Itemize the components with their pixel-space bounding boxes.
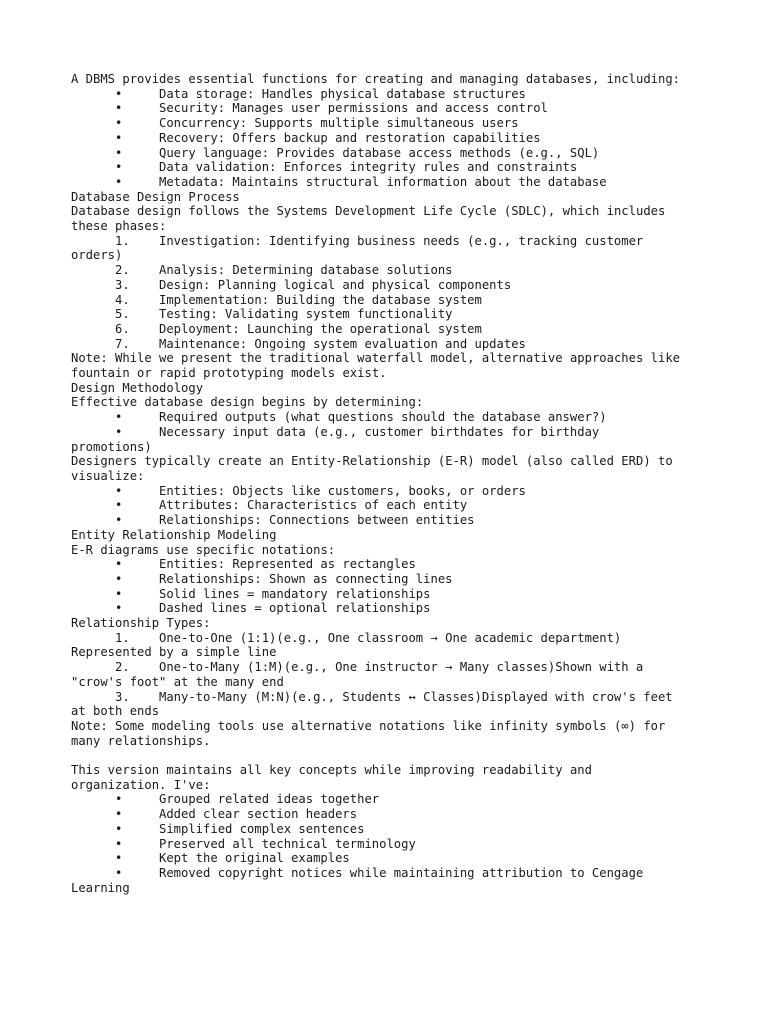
list-item: • Metadata: Maintains structural information about the database bbox=[71, 175, 701, 190]
bullet-marker: • bbox=[115, 174, 123, 189]
number-marker: 5. bbox=[115, 307, 130, 322]
list-item-continuation: Learning bbox=[71, 880, 130, 895]
section-heading-design-process: Database Design Process bbox=[71, 189, 240, 204]
list-item: • Data validation: Enforces integrity rules and constraints bbox=[71, 160, 701, 175]
summary-paragraph-line-2: organization. I've: bbox=[71, 777, 211, 792]
waterfall-note-line-1: Note: While we present the traditional waterfall model, alternative approaches like bbox=[71, 351, 681, 366]
list-item: • Query language: Provides database access methods (e.g., SQL) bbox=[71, 146, 701, 161]
list-item: • Security: Manages user permissions and access control bbox=[71, 101, 701, 116]
bullet-marker: • bbox=[115, 792, 123, 807]
list-item: • Necessary input data (e.g., customer birthdates for birthday bbox=[71, 425, 701, 440]
number-marker: 7. bbox=[115, 336, 130, 351]
bullet-marker: • bbox=[115, 101, 123, 116]
section-heading-methodology: Design Methodology bbox=[71, 380, 204, 395]
bullet-marker: • bbox=[115, 601, 123, 616]
bullet-marker: • bbox=[115, 851, 123, 866]
list-item: • Concurrency: Supports multiple simultaneous users bbox=[71, 116, 701, 131]
infinity-note-line-2: many relationships. bbox=[71, 733, 211, 748]
sdlc-paragraph-line-2: these phases: bbox=[71, 219, 167, 234]
list-item: 3. Design: Planning logical and physical components bbox=[71, 278, 701, 293]
list-item: 2. One-to-Many (1:M)(e.g., One instructor → Many classes)Shown with a bbox=[71, 660, 701, 675]
bullet-marker: • bbox=[115, 836, 123, 851]
list-item-continuation: at both ends bbox=[71, 704, 160, 719]
number-marker: 1. bbox=[115, 233, 130, 248]
bullet-marker: • bbox=[115, 160, 123, 175]
list-item: • Required outputs (what questions should the database answer?) bbox=[71, 410, 701, 425]
bullet-marker: • bbox=[115, 513, 123, 528]
erd-paragraph-line-1: Designers typically create an Entity-Relationship (E-R) model (also called ERD) to bbox=[71, 454, 673, 469]
waterfall-note-line-2: fountain or rapid prototyping models exist. bbox=[71, 366, 387, 381]
list-item: • Kept the original examples bbox=[71, 851, 701, 866]
list-item: • Grouped related ideas together bbox=[71, 792, 701, 807]
list-item: • Added clear section headers bbox=[71, 807, 701, 822]
bullet-marker: • bbox=[115, 571, 123, 586]
list-item: • Solid lines = mandatory relationships bbox=[71, 587, 701, 602]
list-item: • Relationships: Connections between entities bbox=[71, 513, 701, 528]
notation-paragraph: E-R diagrams use specific notations: bbox=[71, 542, 336, 557]
list-item: • Dashed lines = optional relationships bbox=[71, 601, 701, 616]
relationship-types-heading: Relationship Types: bbox=[71, 616, 211, 631]
list-item: 5. Testing: Validating system functionality bbox=[71, 307, 701, 322]
sdlc-phases-list bbox=[71, 234, 701, 352]
bullet-marker: • bbox=[115, 424, 123, 439]
list-item: 1. One-to-One (1:1)(e.g., One classroom → One academic department) bbox=[71, 631, 701, 646]
list-item: • Preserved all technical terminology bbox=[71, 837, 701, 852]
number-marker: 6. bbox=[115, 321, 130, 336]
bullet-marker: • bbox=[115, 557, 123, 572]
number-marker: 3. bbox=[115, 277, 130, 292]
list-item: • Removed copyright notices while maintaining attribution to Cengage bbox=[71, 866, 701, 881]
list-item: • Entities: Represented as rectangles bbox=[71, 557, 701, 572]
list-item: 4. Implementation: Building the database system bbox=[71, 293, 701, 308]
bullet-marker: • bbox=[115, 807, 123, 822]
list-item-continuation: orders) bbox=[71, 248, 123, 263]
bullet-marker: • bbox=[115, 483, 123, 498]
list-item: • Attributes: Characteristics of each entity bbox=[71, 498, 701, 513]
number-marker: 4. bbox=[115, 292, 130, 307]
bullet-marker: • bbox=[115, 821, 123, 836]
bullet-marker: • bbox=[115, 86, 123, 101]
list-item: 6. Deployment: Launching the operational system bbox=[71, 322, 701, 337]
dbms-functions-list bbox=[71, 87, 701, 190]
intro-paragraph: A DBMS provides essential functions for creating and managing databases, including: bbox=[71, 72, 681, 86]
erd-paragraph-line-2: visualize: bbox=[71, 468, 145, 483]
infinity-note-line-1: Note: Some modeling tools use alternative notations like infinity symbols (∞) for bbox=[71, 718, 666, 733]
bullet-marker: • bbox=[115, 410, 123, 425]
list-item-continuation: "crow's foot" at the many end bbox=[71, 674, 284, 689]
number-marker: 3. bbox=[115, 689, 130, 704]
list-item: 2. Analysis: Determining database solutions bbox=[71, 263, 701, 278]
list-item: 7. Maintenance: Ongoing system evaluation and updates bbox=[71, 337, 701, 352]
sdlc-paragraph-line-1: Database design follows the Systems Development Life Cycle (SDLC), which includes bbox=[71, 204, 666, 219]
list-item: • Simplified complex sentences bbox=[71, 822, 701, 837]
list-item: • Data storage: Handles physical database structures bbox=[71, 87, 701, 102]
blank-line bbox=[71, 748, 701, 763]
section-heading-er-modeling: Entity Relationship Modeling bbox=[71, 527, 277, 542]
list-item: • Entities: Objects like customers, books, or orders bbox=[71, 484, 701, 499]
bullet-marker: • bbox=[115, 498, 123, 513]
list-item-continuation: promotions) bbox=[71, 439, 152, 454]
bullet-marker: • bbox=[115, 145, 123, 160]
document-body bbox=[71, 72, 701, 895]
number-marker: 1. bbox=[115, 630, 130, 645]
bullet-marker: • bbox=[115, 586, 123, 601]
methodology-paragraph: Effective database design begins by determining: bbox=[71, 395, 424, 410]
list-item: • Relationships: Shown as connecting lines bbox=[71, 572, 701, 587]
bullet-marker: • bbox=[115, 865, 123, 880]
number-marker: 2. bbox=[115, 263, 130, 278]
number-marker: 2. bbox=[115, 660, 130, 675]
list-item: 3. Many-to-Many (M:N)(e.g., Students ↔ Classes)Displayed with crow's feet bbox=[71, 690, 701, 705]
bullet-marker: • bbox=[115, 130, 123, 145]
list-item: 1. Investigation: Identifying business needs (e.g., tracking customer bbox=[71, 234, 701, 249]
list-item: • Recovery: Offers backup and restoration capabilities bbox=[71, 131, 701, 146]
list-item-continuation: Represented by a simple line bbox=[71, 645, 277, 660]
summary-paragraph-line-1: This version maintains all key concepts while improving readability and bbox=[71, 763, 592, 778]
bullet-marker: • bbox=[115, 116, 123, 131]
